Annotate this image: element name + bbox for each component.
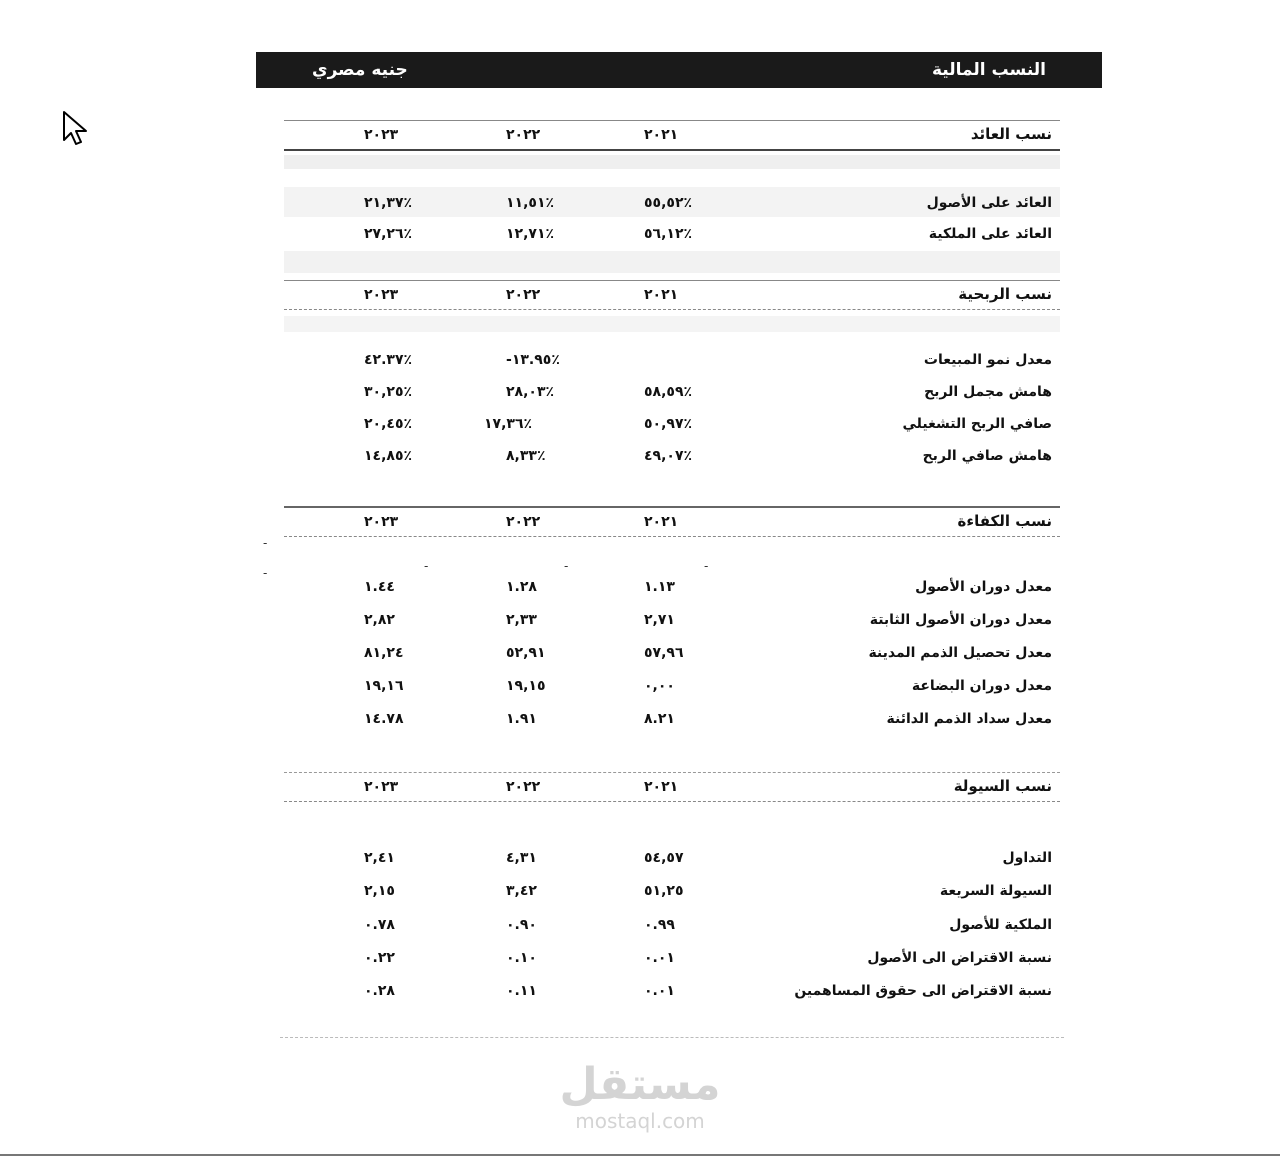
value-cell: ٠.١٠ <box>506 950 537 966</box>
row-label: معدل دوران البضاعة <box>911 678 1052 694</box>
financial-ratios-document <box>256 52 1104 1052</box>
year-header: ٢٠٢٢ <box>506 127 541 143</box>
currency-label: جنيه مصري <box>312 60 408 80</box>
value-cell: ١.٩١ <box>506 711 537 727</box>
value-cell: ٠,٠٠ <box>644 678 675 694</box>
value-cell: ٤٩,٠٧٪ <box>644 448 693 464</box>
table-row <box>284 979 1060 1005</box>
row-label: معدل دوران الأصول الثابتة <box>869 612 1052 628</box>
value-cell: ٠.١١ <box>506 983 537 999</box>
value-cell: ٢٨,٠٣٪ <box>506 384 555 400</box>
value-cell: ٨١,٢٤ <box>364 645 404 661</box>
table-row <box>284 412 1060 438</box>
value-cell: ١٤.٧٨ <box>364 711 404 727</box>
section-title: نسب الربحية <box>958 285 1052 303</box>
row-label: معدل تحصيل الذمم المدينة <box>868 645 1052 661</box>
value-cell: ٢١,٣٧٪ <box>364 195 413 211</box>
value-cell: ٥٨,٥٩٪ <box>644 384 693 400</box>
row-label: هامش صافي الربح <box>922 448 1052 464</box>
table-row <box>284 674 1060 700</box>
table-row <box>284 707 1060 733</box>
value-cell: ٤,٣١ <box>506 850 537 866</box>
value-cell: ٠.٩٩ <box>644 917 675 933</box>
year-header: ٢٠٢٢ <box>506 287 541 303</box>
value-cell: ٥٤,٥٧ <box>644 850 684 866</box>
value-cell: ٢٧,٢٦٪ <box>364 226 413 242</box>
value-cell: ٢,١٥ <box>364 883 395 899</box>
section-title: نسب العائد <box>970 125 1052 143</box>
row-label: نسبة الاقتراض الى حقوق المساهمين <box>794 983 1052 999</box>
table-row <box>284 846 1060 872</box>
year-header: ٢٠٢١ <box>644 514 679 530</box>
year-header: ٢٠٢١ <box>644 779 679 795</box>
document-title: النسب المالية <box>932 60 1046 80</box>
value-cell: ٠.٧٨ <box>364 917 395 933</box>
year-header: ٢٠٢٢ <box>506 514 541 530</box>
value-cell: ٤٢.٣٧٪ <box>364 352 413 368</box>
row-label: التداول <box>1002 850 1052 866</box>
table-row <box>284 191 1060 217</box>
value-cell: ١٧,٣٦٪ <box>484 416 533 432</box>
section-profitability <box>284 280 1060 500</box>
section-header <box>284 121 1060 151</box>
year-header: ٢٠٢٢ <box>506 779 541 795</box>
section-header <box>284 281 1060 310</box>
section-returns <box>284 120 1060 281</box>
value-cell: ٠.٠١ <box>644 983 675 999</box>
value-cell: ١٤,٨٥٪ <box>364 448 413 464</box>
value-cell: ٠.٢٨ <box>364 983 395 999</box>
value-cell: ٥٠,٩٧٪ <box>644 416 693 432</box>
value-cell: ٥٧,٩٦ <box>644 645 684 661</box>
section-title: نسب السيولة <box>953 777 1052 795</box>
value-cell: ٥٥,٥٢٪ <box>644 195 693 211</box>
year-header: ٢٠٢١ <box>644 287 679 303</box>
table-row <box>284 946 1060 972</box>
value-cell: ١٩,١٦ <box>364 678 404 694</box>
watermark <box>540 1060 740 1132</box>
value-cell: ٥١,٢٥ <box>644 883 684 899</box>
table-row <box>284 575 1060 601</box>
value-cell: ٠.٠١ <box>644 950 675 966</box>
row-label: هامش مجمل الربح <box>924 384 1052 400</box>
margin-dash: - <box>263 536 268 550</box>
value-cell: ٢,٣٣ <box>506 612 537 628</box>
value-cell: ١.٤٤ <box>364 579 395 595</box>
year-header: ٢٠٢٣ <box>364 514 399 530</box>
row-label: معدل سداد الذمم الدائنة <box>886 711 1052 727</box>
value-cell: ١١,٥١٪ <box>506 195 555 211</box>
value-cell: ١٢,٧١٪ <box>506 226 555 242</box>
table-row <box>284 444 1060 470</box>
table-row <box>284 879 1060 905</box>
section-header <box>284 773 1060 802</box>
value-cell: ٥٢,٩١ <box>506 645 546 661</box>
value-cell: ٠.٢٢ <box>364 950 395 966</box>
value-cell: ١٩,١٥ <box>506 678 546 694</box>
section-title: نسب الكفاءة <box>957 512 1052 530</box>
row-label: معدل نمو المبيعات <box>923 352 1052 368</box>
section-header <box>284 508 1060 537</box>
value-cell: ١.٢٨ <box>506 579 537 595</box>
row-label: نسبة الاقتراض الى الأصول <box>867 950 1052 966</box>
value-cell: ٢,٧١ <box>644 612 675 628</box>
year-header: ٢٠٢٣ <box>364 287 399 303</box>
watermark-latin: mostaql.com <box>575 1109 705 1133</box>
value-cell: ٢,٨٢ <box>364 612 395 628</box>
year-header: ٢٠٢٣ <box>364 127 399 143</box>
table-row <box>284 608 1060 634</box>
row-label: السيولة السريعة <box>939 883 1052 899</box>
bottom-frame-line <box>0 1154 1280 1156</box>
row-label: معدل دوران الأصول <box>915 579 1052 595</box>
year-header: ٢٠٢١ <box>644 127 679 143</box>
table-row <box>284 222 1060 248</box>
row-label: الملكية للأصول <box>949 917 1052 933</box>
value-cell: ٠.٩٠ <box>506 917 537 933</box>
value-cell: ٢٠,٤٥٪ <box>364 416 413 432</box>
mouse-cursor-icon <box>62 110 92 150</box>
value-cell: ٣,٤٢ <box>506 883 537 899</box>
table-row <box>284 348 1060 374</box>
placeholder-dash: - <box>564 559 569 573</box>
placeholder-dash: - <box>704 559 709 573</box>
row-label: العائد على الأصول <box>926 195 1052 211</box>
table-row <box>284 913 1060 939</box>
section-efficiency <box>284 506 1060 767</box>
title-bar <box>256 52 1102 88</box>
value-cell: ٥٦,١٢٪ <box>644 226 693 242</box>
value-cell: -١٣.٩٥٪ <box>506 352 560 368</box>
table-row <box>284 380 1060 406</box>
placeholder-dash: - <box>424 559 429 573</box>
year-header: ٢٠٢٣ <box>364 779 399 795</box>
value-cell: ٨,٣٣٪ <box>506 448 546 464</box>
value-cell: ٢,٤١ <box>364 850 395 866</box>
watermark-arabic: مستقل <box>559 1059 721 1110</box>
section-liquidity <box>284 772 1060 1032</box>
row-label: العائد على الملكية <box>928 226 1052 242</box>
value-cell: ١.١٣ <box>644 579 675 595</box>
row-label: صافي الربح التشغيلي <box>902 416 1052 432</box>
table-row <box>284 641 1060 667</box>
value-cell: ٨.٢١ <box>644 711 675 727</box>
bottom-divider <box>280 1037 1064 1038</box>
value-cell: ٣٠,٢٥٪ <box>364 384 413 400</box>
margin-dash: - <box>263 566 268 580</box>
